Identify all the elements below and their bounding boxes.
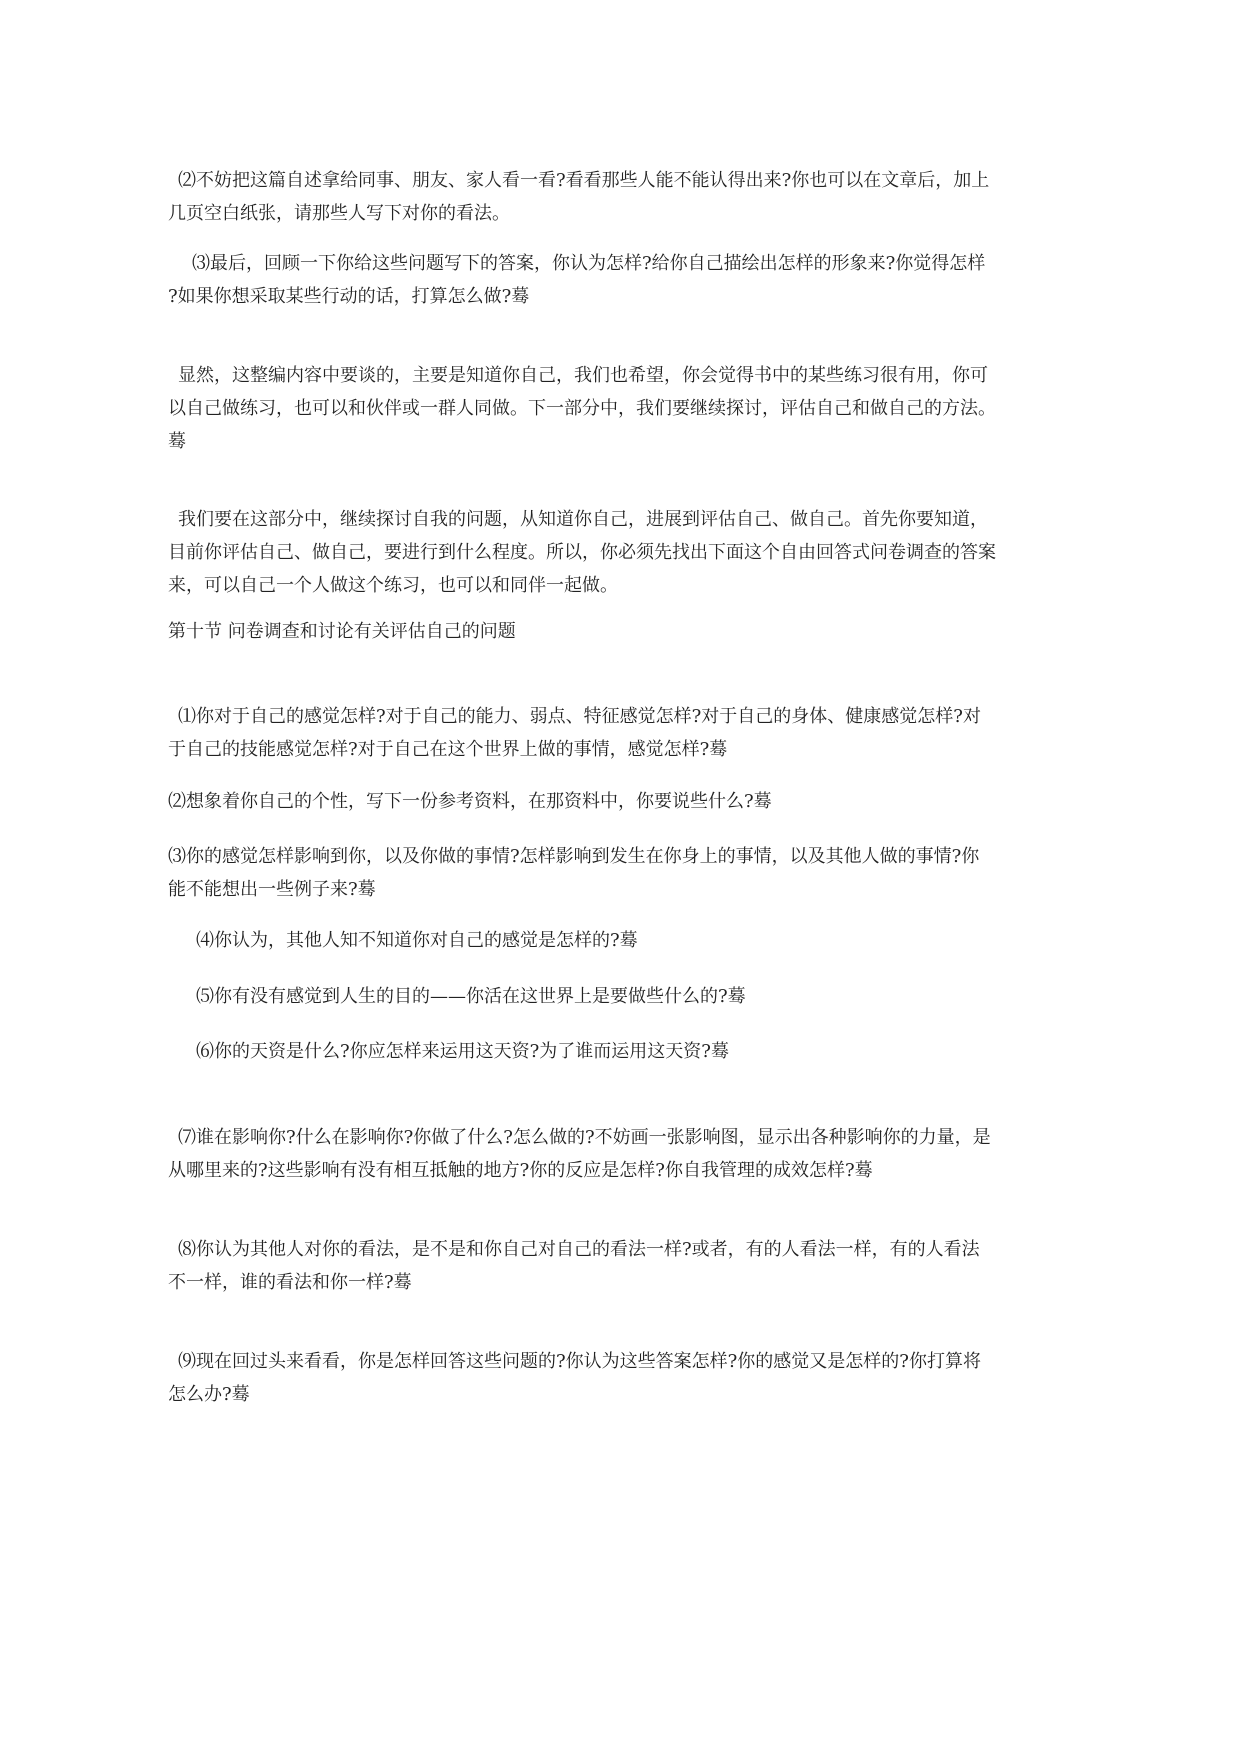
text-line: 从哪里来的?这些影响有没有相互抵触的地方?你的反应是怎样?你自我管理的成效怎样?蓦: [168, 1160, 873, 1181]
text-line: ⑻你认为其他人对你的看法，是不是和你自己对自己的看法一样?或者，有的人看法一样，有的人看法: [178, 1239, 980, 1260]
text-line: ⑶最后，回顾一下你给这些问题写下的答案，你认为怎样?给你自己描绘出怎样的形象来?你觉得怎样: [192, 253, 986, 274]
text-line: ⑹你的天资是什么?你应怎样来运用这天资?为了谁而运用这天资?蓦: [196, 1041, 729, 1062]
text-line: ⑶你的感觉怎样影响到你，以及你做的事情?怎样影响到发生在你身上的事情，以及其他人做的事情?你: [168, 846, 980, 867]
question-2: [168, 785, 1058, 818]
text-line: ⑸你有没有感觉到人生的目的——你活在这世界上是要做些什么的?蓦: [196, 986, 746, 1007]
text-line: ⑴你对于自己的感觉怎样?对于自己的能力、弱点、特征感觉怎样?对于自己的身体、健康感觉怎样?对: [178, 706, 981, 727]
question-1: [168, 700, 1068, 766]
text-line: ⑷你认为，其他人知不知道你对自己的感觉是怎样的?蓦: [196, 930, 638, 951]
text-line: 以自己做练习，也可以和伙伴或一群人同做。下一部分中，我们要继续探讨，评估自己和做自己的方法。: [168, 398, 996, 419]
question-8: [168, 1233, 1068, 1299]
text-line: 蓦: [168, 431, 186, 452]
text-line: ⑺谁在影响你?什么在影响你?你做了什么?怎么做的?不妨画一张影响图，显示出各种影响你的力量，是: [178, 1127, 991, 1148]
text-line: 怎么办?蓦: [168, 1384, 250, 1405]
question-9: [168, 1345, 1068, 1411]
text-line: 几页空白纸张，请那些人写下对你的看法。: [168, 203, 510, 224]
text-line: 显然，这整编内容中要谈的，主要是知道你自己，我们也希望，你会觉得书中的某些练习很有用，你可: [178, 365, 988, 386]
paragraph-know-yourself-summary: [168, 359, 1068, 458]
paragraph-section-intro: [168, 503, 1068, 602]
text-line: 于自己的技能感觉怎样?对于自己在这个世界上做的事情，感觉怎样?蓦: [168, 739, 728, 760]
paragraph-share-autobiography: [168, 164, 1068, 230]
text-line: ⑵想象着你自己的个性，写下一份参考资料，在那资料中，你要说些什么?蓦: [168, 791, 772, 812]
question-5: [196, 980, 1086, 1013]
question-6: [196, 1035, 1086, 1068]
text-line: ?如果你想采取某些行动的话，打算怎么做?蓦: [168, 286, 530, 307]
paragraph-review-answers: [168, 247, 1082, 313]
text-line: 目前你评估自己、做自己，要进行到什么程度。所以，你必须先找出下面这个自由回答式问卷调查的答案: [168, 542, 996, 563]
text-line: ⑵不妨把这篇自述拿给同事、朋友、家人看一看?看看那些人能不能认得出来?你也可以在文章后，加上: [178, 170, 990, 191]
question-7: [168, 1121, 1068, 1187]
text-line: ⑼现在回过头来看看，你是怎样回答这些问题的?你认为这些答案怎样?你的感觉又是怎样的?你打算将: [178, 1351, 981, 1372]
text-line: 能不能想出一些例子来?蓦: [168, 879, 376, 900]
text-line: 不一样，谁的看法和你一样?蓦: [168, 1272, 412, 1293]
text-line: 我们要在这部分中，继续探讨自我的问题，从知道你自己，进展到评估自己、做自己。首先你要知道，: [178, 509, 988, 530]
heading-text: 第十节 问卷调查和讨论有关评估自己的问题: [168, 621, 516, 642]
section-heading: [168, 615, 1058, 648]
question-3: [168, 840, 1058, 906]
question-4: [196, 924, 1086, 957]
text-line: 来，可以自己一个人做这个练习，也可以和同伴一起做。: [168, 575, 618, 596]
